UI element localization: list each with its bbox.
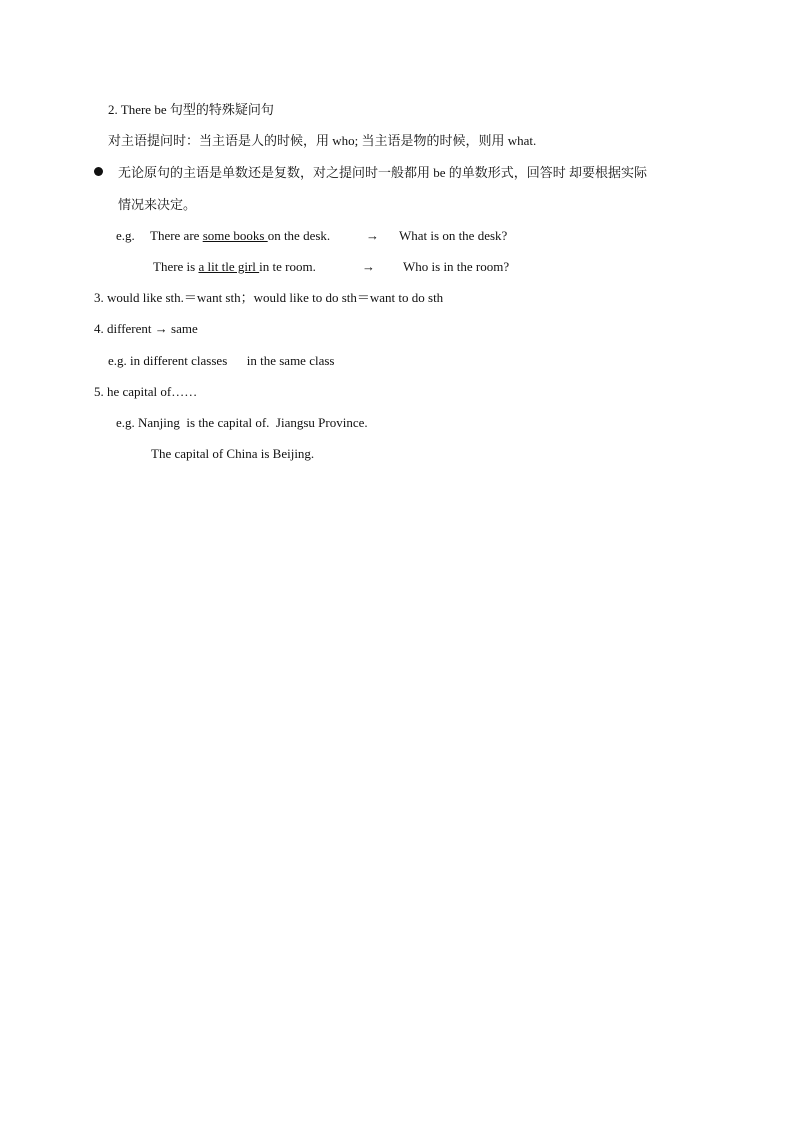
arrow-icon: →: [362, 259, 375, 274]
bullet-icon: [94, 167, 103, 176]
section-4-example: e.g. in different classes in the same class: [108, 353, 335, 368]
example-1-answer: What is on the desk?: [399, 228, 508, 243]
section-5-example-2: The capital of China is Beijing.: [151, 446, 315, 461]
section-2-heading: 2. There be 句型的特殊疑问句: [108, 102, 274, 117]
example-2-post: in te room.: [259, 259, 316, 274]
section-4-heading: 4. different → same: [94, 321, 198, 336]
example-2-underlined-subject: a lit tle girl: [198, 259, 260, 274]
section-5-heading: 5. he capital of……: [94, 384, 198, 399]
example-1-sentence: [150, 227, 330, 245]
example-label: e.g.: [116, 228, 135, 243]
section-2-note-line1: 无论原句的主语是单数还是复数，对之提问时一般都用 be 的单数形式，回答时 却要根据实际: [118, 165, 648, 180]
example-1-post: on the desk.: [267, 228, 331, 243]
example-2-pre: There is: [153, 259, 199, 274]
section-2-rule: 对主语提问时：当主语是人的时候，用 who; 当主语是物的时候，则用 what.: [108, 133, 537, 148]
example-2-answer: Who is in the room?: [403, 259, 510, 274]
example-2-sentence: [153, 258, 316, 276]
arrow-icon: →: [366, 228, 379, 243]
example-1-underlined-subject: some books: [202, 228, 268, 243]
section-2-note-line2: 情况来决定。: [118, 197, 197, 212]
example-1-pre: There are: [150, 228, 203, 243]
section-5-example-1: e.g. Nanjing is the capital of. Jiangsu Province.: [116, 415, 368, 430]
section-3-text: 3. would like sth.＝want sth；would like to do sth＝want to do sth: [94, 290, 444, 305]
